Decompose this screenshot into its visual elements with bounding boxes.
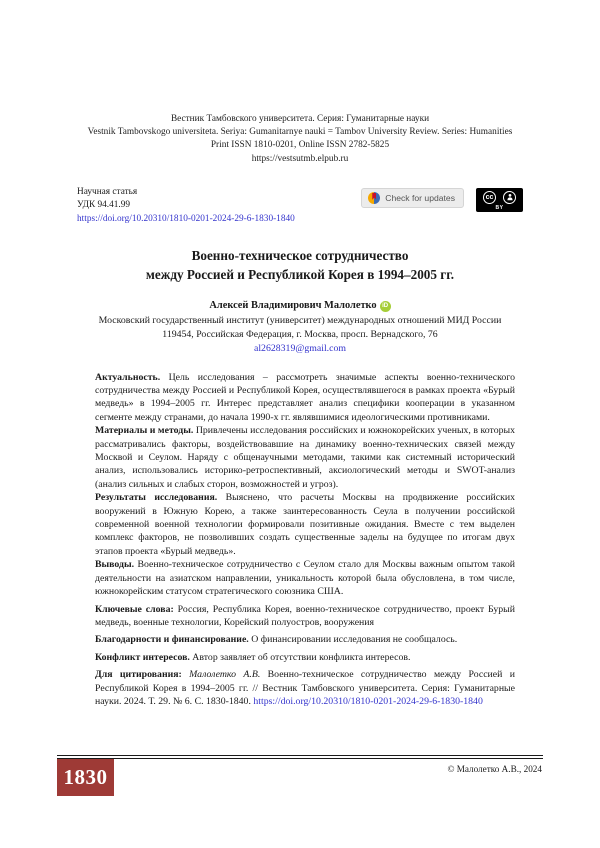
section-text: Военно-техническое сотрудничество с Сеулом стало для Москвы важным опытом такой деятельности на азиатском направлении, уникальность которой была обусловлена, в том числе, южнокорейским статусом стратегического союзника США. [95,559,515,598]
cc-icon: cc [483,191,496,204]
abstract [95,371,515,709]
section-label: Материалы и методы. [95,425,194,437]
footer-divider [57,755,543,759]
journal-issn: Print ISSN 1810-0201, Online ISSN 2782-5825 [210,140,390,151]
journal-title-ru: Вестник Тамбовского университета. Серия: Гуманитарные науки [170,114,430,124]
conflict-of-interest [95,651,515,664]
author-address: 119454, Российская Федерация, г. Москва, просп. Вернадского, 76 [162,328,438,340]
author-email-link[interactable]: al2628319@gmail.com [253,342,346,354]
citation-doi-link[interactable]: https://doi.org/10.20310/1810-0201-2024-29-6-1830-1840 [253,695,483,707]
citation-label: Для цитирования: [95,669,182,681]
citation [95,668,515,708]
cc-by-license-badge[interactable] [476,188,523,212]
author-block [0,299,600,355]
journal-header [0,0,600,166]
cc-by-label: BY [495,204,504,211]
article-type: Научная статья [77,186,138,197]
author-name: Алексей Владимирович Малолетко [209,300,377,312]
check-for-updates-label: Check for updates [385,192,455,203]
journal-title-translit: Vestnik Tambovskogo universiteta. Seriya: Gumanitarnye nauki = Tambov University Review. Series: Humanities [87,127,513,138]
journal-site-link[interactable]: https://vestsutmb.elpub.ru [251,153,349,164]
udc-code: УДК 94.41.99 [77,200,131,211]
orcid-icon[interactable]: iD [380,301,391,312]
cc-person-icon [503,191,516,204]
keywords-text: Россия, Республика Корея, военно-техническое сотрудничество, проект Бурый медведь, военные технологии, Корейский полуостров, вооружения [95,603,516,628]
section-label: Актуальность. [95,371,161,383]
conflict-text: Автор заявляет об отсутствии конфликта интересов. [189,651,411,663]
abstract-relevance [95,371,515,425]
funding-text: О финансировании исследования не сообщалось. [248,634,458,646]
abstract-conclusions [95,558,515,598]
copyright-notice: © Малолетко А.В., 2024 [447,764,542,774]
doi-link[interactable]: https://doi.org/10.20310/1810-0201-2024-29-6-1830-1840 [77,213,295,224]
crossmark-icon [368,192,380,204]
article-meta [77,186,295,226]
section-text: Привлечены исследования российских и южнокорейских ученых, в которых рассматривались факторы, воздействовавшие на динамику военно-технических связей между Москвой и Сеулом. Наряду с общенаучными методами, такими как системный исторический анализ, использовались историко-ретроспективный, аксиологический методы и SWOT-анализ (анализ сильных и слабых сторон, возможностей и угроз). [95,425,515,490]
section-label: Результаты исследования. [95,492,218,504]
article-title-line1: Военно-техническое сотрудничество [191,248,409,264]
meta-row [77,186,523,226]
funding [95,633,515,646]
page-number-badge: 1830 [57,759,114,796]
abstract-results [95,491,515,558]
section-label: Выводы. [95,559,135,571]
keywords-label: Ключевые слова: [95,603,174,615]
section-text: Цель исследования – рассмотреть значимые аспекты военно-технического сотрудничества между Россией и Республикой Корея, осуществлявшегося в рамках проекта «Бурый медведь» в 1994–2005 гг. Интерес представляет анализ специфики кооперации в указанном сегменте между странами, до начала 1990-х гг. являвшимися идеологическими противниками. [95,371,515,423]
article-title [0,247,600,284]
check-for-updates-badge[interactable] [361,188,464,208]
badges [361,186,523,212]
conflict-label: Конфликт интересов. [95,651,190,663]
author-affiliation: Московский государственный институт (университет) международных отношений МИД России [98,314,502,326]
citation-author: Малолетко А.В. [181,669,261,681]
citation-text: Военно-техническое сотрудничество между Россией и Республикой Корея в 1994–2005 гг. // Вестник Тамбовского университета. Серия: Гуманитарные науки. 2024. Т. 29. № 6. С. 1830-1840. [95,669,515,707]
keywords [95,603,515,630]
section-text: Выяснено, что расчеты Москвы на продвижение российских вооружений в Южную Корею, а также заинтересованность Сеула в получении российской современной военной технологии формировали позитивные ожидания. Вместе с тем выделен комплекс факторов, не позволивших создать существенные заделы на будущее по итогам двух этапов проекта «Бурый медведь». [95,492,515,557]
abstract-methods [95,424,515,491]
funding-label: Благодарности и финансирование. [95,634,249,646]
article-title-line2: между Россией и Республикой Корея в 1994–2005 гг. [145,266,455,282]
